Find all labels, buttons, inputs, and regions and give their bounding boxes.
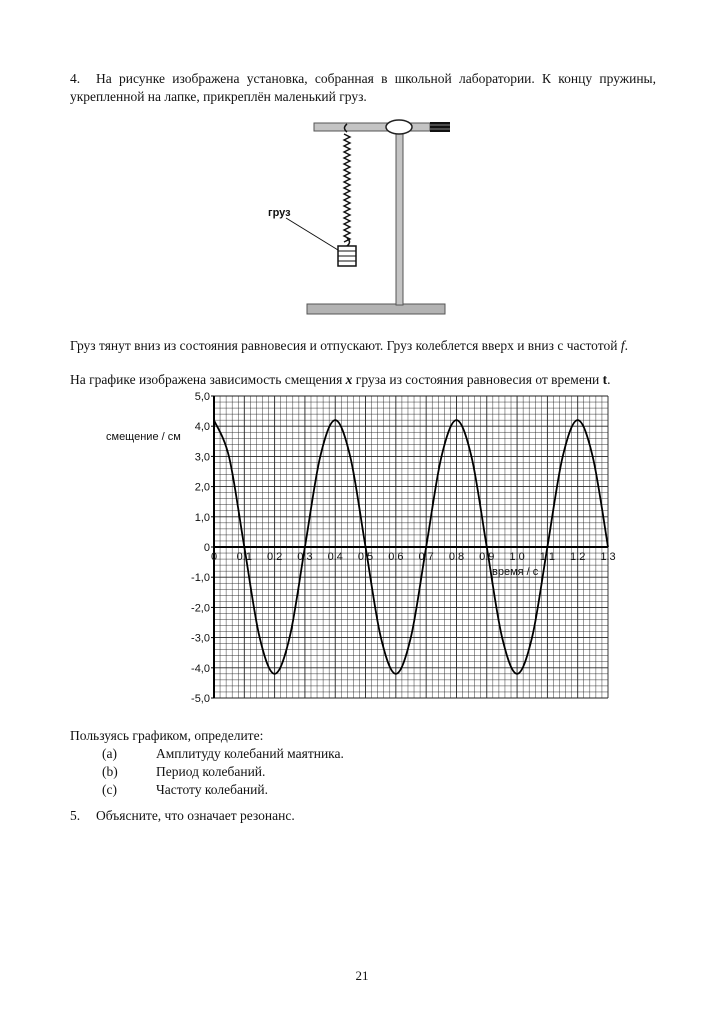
paragraph-end: . (624, 338, 628, 353)
item-letter: (a) (102, 746, 117, 761)
chart-axes (214, 396, 608, 698)
weight-label: груз (268, 207, 291, 219)
displacement-symbol: x (345, 372, 353, 387)
paragraph-oscillation (70, 337, 656, 355)
x-tick-labels (211, 551, 616, 563)
paragraph-graph-intro (70, 371, 656, 389)
y-tick-label: 2,0 (194, 481, 210, 494)
clamp-knob (386, 120, 412, 134)
y-tick-label: -4,0 (191, 662, 210, 675)
y-tick-label: 5,0 (194, 391, 210, 403)
y-tick-label: 0 (203, 542, 210, 554)
list-item (70, 781, 344, 799)
y-tick-label: -3,0 (191, 632, 210, 645)
x-tick-label: 1.1 (539, 551, 556, 563)
y-tick-label: 3,0 (194, 451, 210, 464)
frequency-symbol: f (620, 338, 625, 353)
spring (344, 124, 350, 246)
question-text: Объясните, что означает резонанс. (96, 808, 295, 823)
x-tick-label: 0.3 (297, 551, 313, 563)
x-tick-label: 0.4 (327, 551, 343, 563)
x-tick-label: 0.8 (448, 551, 465, 563)
displacement-curve (214, 420, 608, 674)
y-tick-labels (191, 391, 214, 705)
x-tick-label: 0.1 (236, 551, 252, 563)
apparatus-figure (260, 112, 460, 322)
weight (338, 246, 356, 266)
y-tick-label: -1,0 (191, 572, 210, 585)
stand-base (307, 304, 445, 314)
question-number: 5. (70, 808, 81, 823)
item-letter: (c) (102, 782, 117, 797)
task-list (70, 727, 344, 799)
page-number: 21 (355, 968, 369, 983)
y-tick-label: -5,0 (191, 693, 210, 705)
x-tick-label: 0.9 (479, 551, 495, 563)
weight-label-pointer (286, 218, 338, 250)
x-tick-label: 0.7 (418, 551, 434, 563)
paragraph-text: Груз тянут вниз из состояния равновесия и отпускают. Груз колеблется вверх и вниз с частотой (70, 338, 621, 353)
item-text: Период колебаний. (156, 764, 266, 779)
y-axis-label: смещение / см (106, 431, 181, 443)
y-tick-label: 1,0 (194, 511, 210, 524)
item-text: Частоту колебаний. (156, 782, 268, 797)
stand-rod (396, 132, 403, 305)
x-tick-label: 0.2 (266, 551, 283, 563)
x-tick-label: 0 (210, 551, 218, 563)
list-item (70, 763, 344, 781)
x-axis-label: время / с (492, 566, 539, 578)
clamp-handle (430, 122, 450, 132)
time-symbol: t (602, 372, 608, 387)
x-tick-label: 0.6 (388, 551, 404, 563)
question-4 (70, 70, 656, 106)
paragraph-text: На графике изображена зависимость смещения (70, 372, 346, 387)
x-tick-label: 1.3 (600, 551, 616, 563)
item-text: Амплитуду колебаний маятника. (156, 746, 344, 761)
list-item (70, 745, 344, 763)
question-5 (70, 808, 295, 824)
question-text: На рисунке изображена установка, собранная в школьной лаборатории. К концу пружины, укрепленной на лапке, прикреплён маленький груз. (70, 71, 656, 104)
chart-grid (214, 396, 608, 698)
paragraph-text-middle: груза из состояния равновесия от времени (352, 372, 603, 387)
chart-series (214, 420, 608, 674)
task-list-intro: Пользуясь графиком, определите: (70, 728, 264, 743)
x-tick-label: 0.5 (357, 551, 374, 563)
x-tick-label: 1.0 (509, 551, 525, 563)
item-letter: (b) (102, 764, 118, 779)
y-tick-label: 4,0 (194, 421, 210, 434)
y-tick-label: -2,0 (191, 602, 210, 615)
question-number: 4. (70, 71, 81, 86)
x-tick-label: 1.2 (570, 551, 586, 563)
paragraph-end: . (607, 372, 611, 387)
